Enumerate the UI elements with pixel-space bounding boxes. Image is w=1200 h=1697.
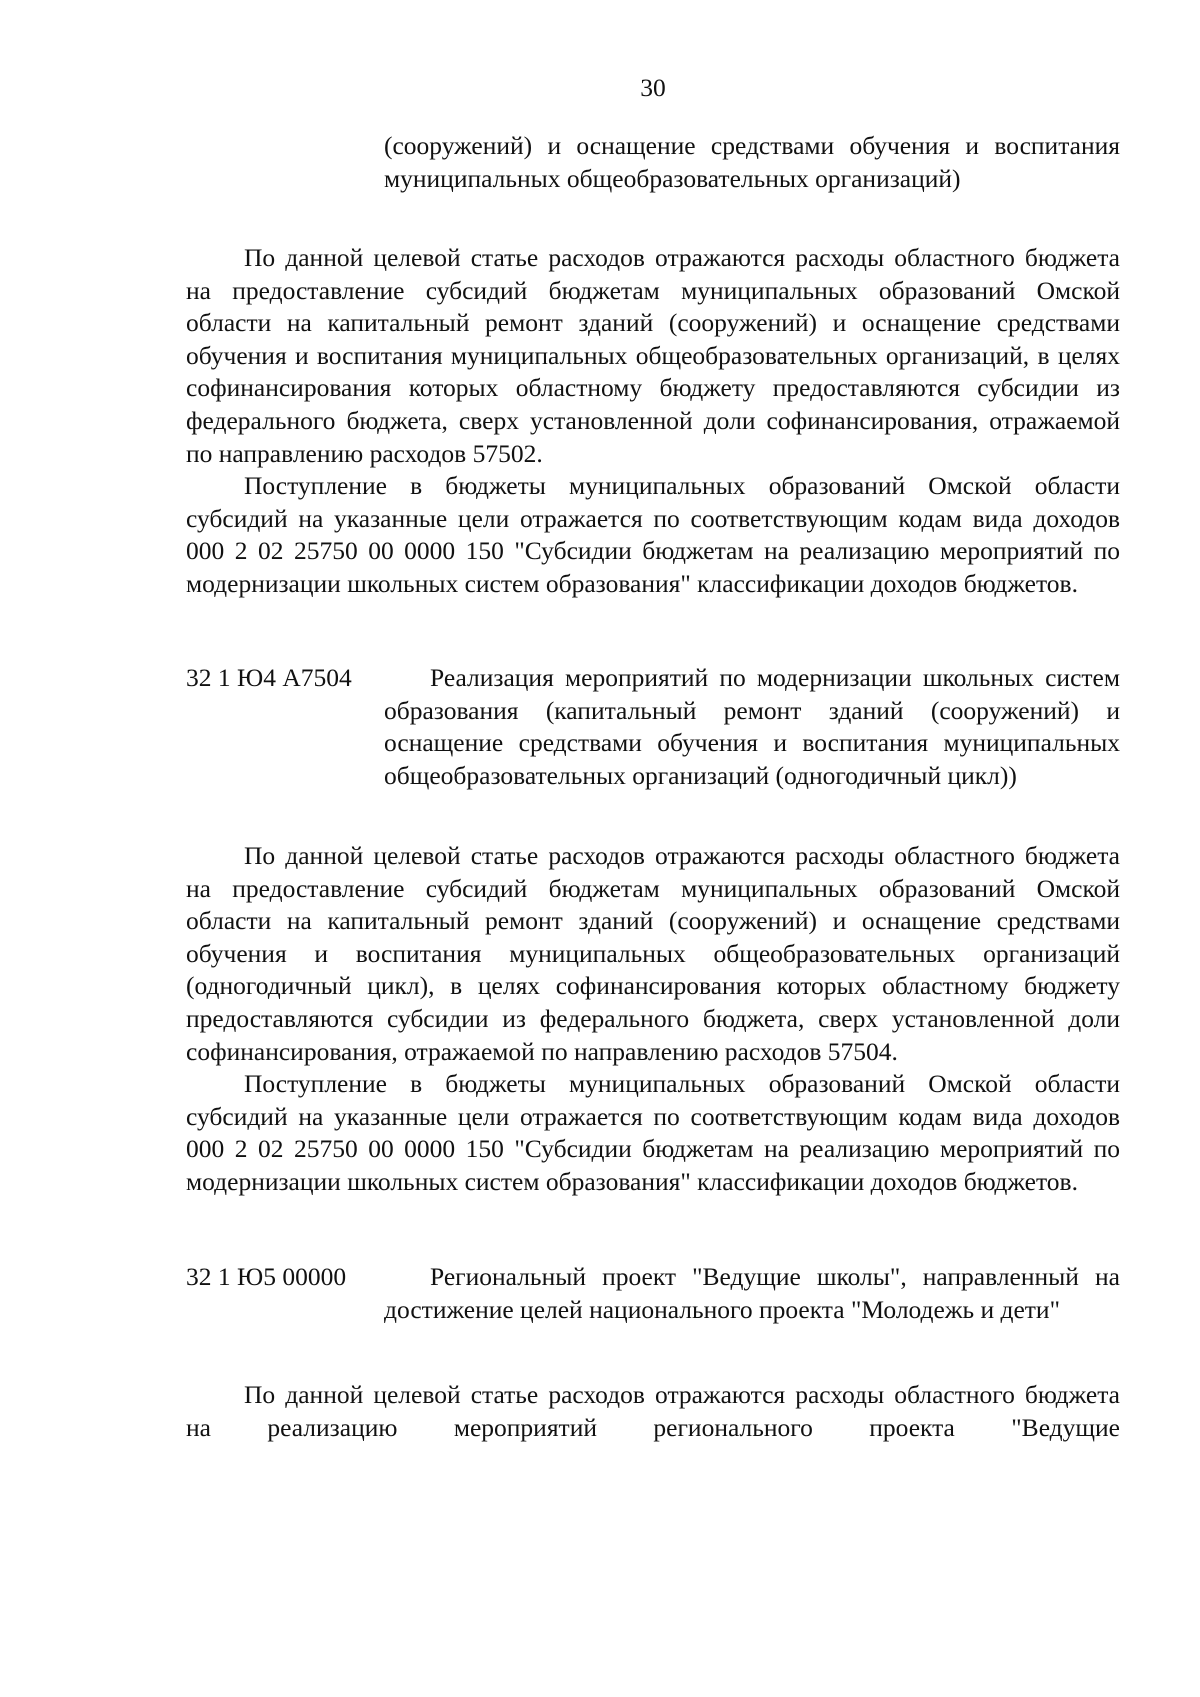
section-2-paragraph-2: Поступление в бюджеты муниципальных образований Омской области субсидий на указанные цели отражается по соответствующим кодам вида доходов 000 2 02 25750 00 0000 150 "Субсидии бюджетам на реализацию мероприятий по модернизации школьных систем образования" классификации доходов бюджетов. [186, 1069, 1120, 1196]
page-number: 30 [640, 73, 666, 102]
section-2-paragraph-1: По данной целевой статье расходов отражаются расходы областного бюджета на предоставление субсидий бюджетам муниципальных образований Омской области на капитальный ремонт зданий (сооружений) и оснащение средствами обучения и воспитания муниципальных общеобразовательных организаций (одногодичный цикл), в целях софинансирования которых областному бюджету предоставляются субсидии из федерального бюджета, сверх установленной доли софинансирования, отражаемой по направлению расходов 57504. [186, 841, 1120, 1066]
entry-32-1-yu5-00000 [186, 1261, 1120, 1326]
continued-entry-title: (сооружений) и оснащение средствами обучения и воспитания муниципальных общеобразовательных организаций) [384, 131, 1120, 193]
section-1 [186, 242, 1120, 601]
section-1-paragraph-2: Поступление в бюджеты муниципальных образований Омской области субсидий на указанные цели отражается по соответствующим кодам вида доходов 000 2 02 25750 00 0000 150 "Субсидии бюджетам на реализацию мероприятий по модернизации школьных систем образования" классификации доходов бюджетов. [186, 471, 1120, 598]
entry-code: 32 1 Ю4 A7504 [186, 663, 352, 692]
entry-title: Реализация мероприятий по модернизации школьных систем образования (капитальный ремонт зданий (сооружений) и оснащение средствами обучения и воспитания муниципальных общеобразовательных организаций (одногодичный цикл)) [384, 663, 1120, 790]
section-2 [186, 840, 1120, 1199]
section-1-paragraph-1: По данной целевой статье расходов отражаются расходы областного бюджета на предоставление субсидий бюджетам муниципальных образований Омской области на капитальный ремонт зданий (сооружений) и оснащение средствами обучения и воспитания муниципальных общеобразовательных организаций, в целях софинансирования которых областному бюджету предоставляются субсидии из федерального бюджета, сверх установленной доли софинансирования, отражаемой по направлению расходов 57502. [186, 243, 1120, 468]
entry-title: Региональный проект "Ведущие школы", направленный на достижение целей национального проекта "Молодежь и дети" [384, 1262, 1120, 1324]
entry-32-1-yu4-a7504 [186, 662, 1120, 792]
entry-code: 32 1 Ю5 00000 [186, 1262, 347, 1291]
section-3 [186, 1379, 1120, 1444]
section-3-paragraph-1: По данной целевой статье расходов отражаются расходы областного бюджета на реализацию мероприятий регионального проекта "Ведущие [186, 1380, 1120, 1442]
